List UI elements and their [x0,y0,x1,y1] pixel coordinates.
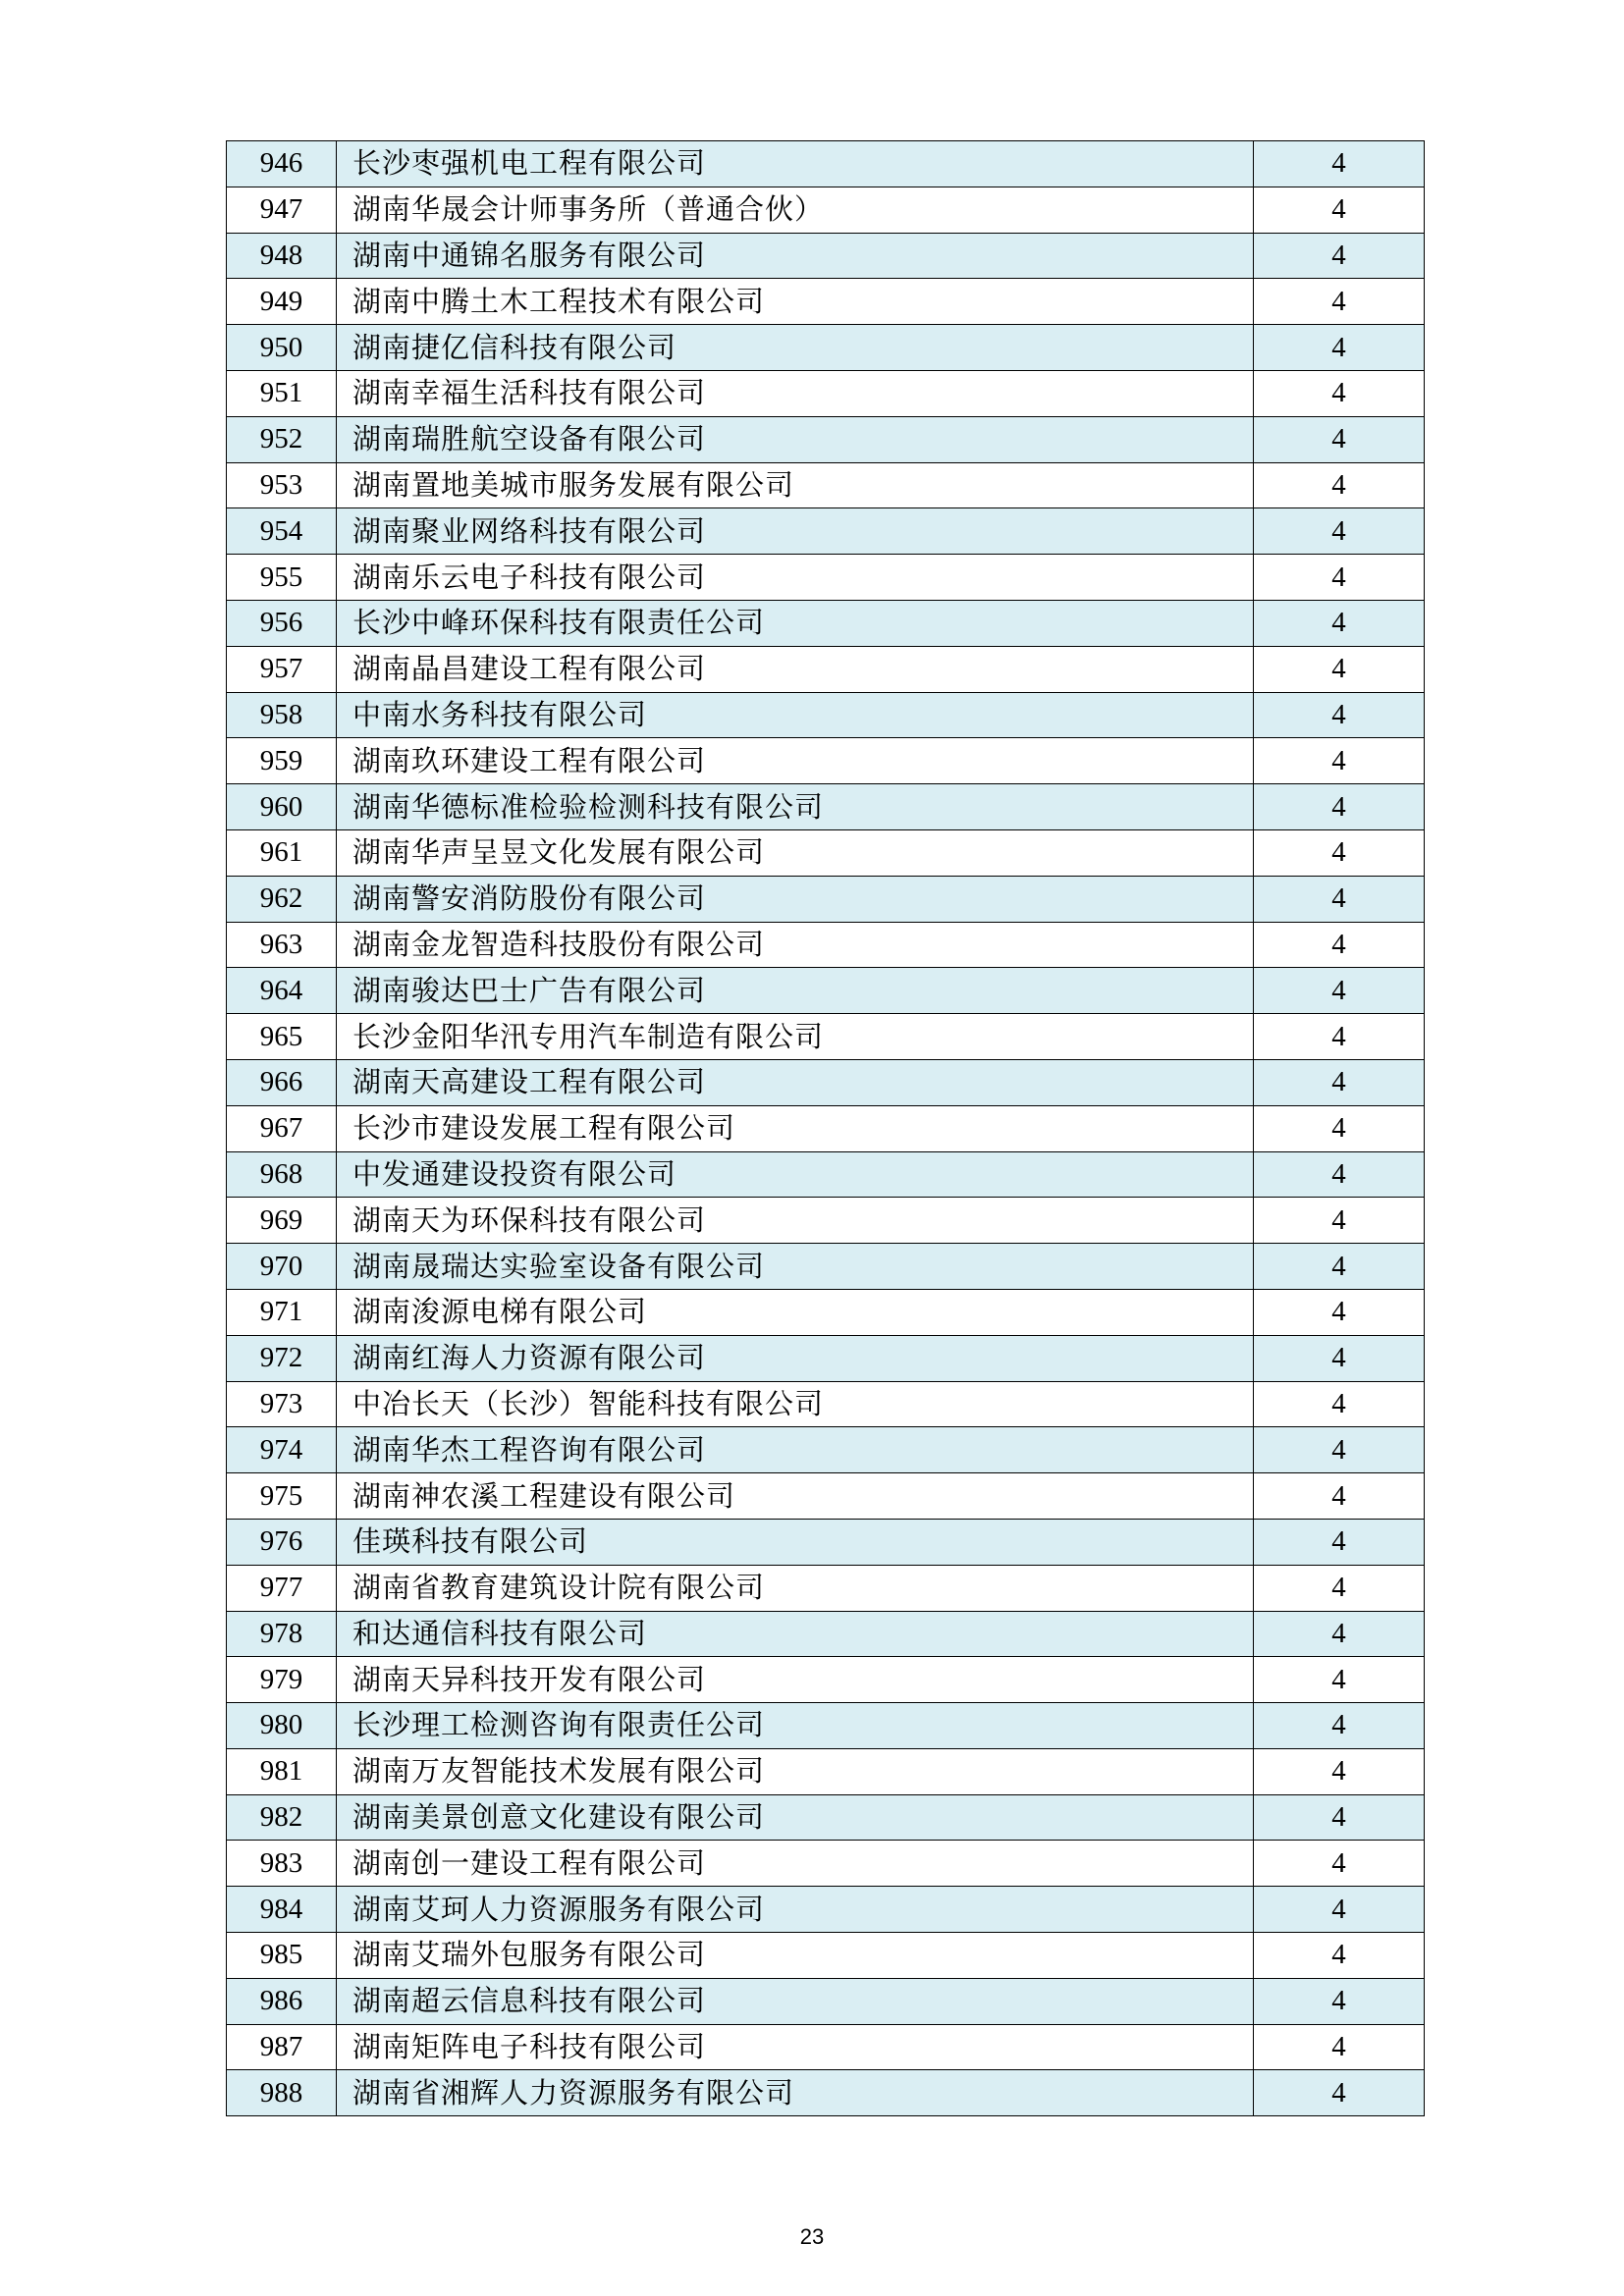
row-number: 947 [227,187,337,233]
company-name: 湖南中通锦名服务有限公司 [337,233,1254,279]
row-number: 977 [227,1565,337,1611]
table-row [227,555,1425,601]
company-name: 湖南省教育建筑设计院有限公司 [337,1565,1254,1611]
score-value: 4 [1254,1014,1425,1060]
score-value: 4 [1254,1703,1425,1749]
score-value: 4 [1254,1794,1425,1841]
row-number: 968 [227,1151,337,1198]
row-number: 955 [227,555,337,601]
row-number: 978 [227,1611,337,1657]
score-value: 4 [1254,1289,1425,1335]
row-number: 972 [227,1335,337,1381]
score-value: 4 [1254,2070,1425,2116]
score-value: 4 [1254,279,1425,325]
company-name: 湖南华晟会计师事务所（普通合伙） [337,187,1254,233]
row-number: 953 [227,462,337,508]
table-row [227,1841,1425,1887]
company-name: 湖南捷亿信科技有限公司 [337,325,1254,371]
row-number: 969 [227,1198,337,1244]
score-value: 4 [1254,233,1425,279]
company-name: 湖南警安消防股份有限公司 [337,876,1254,922]
company-name: 湖南晶昌建设工程有限公司 [337,646,1254,692]
company-name: 湖南瑞胜航空设备有限公司 [337,416,1254,462]
score-value: 4 [1254,1657,1425,1703]
table-row [227,1565,1425,1611]
company-name: 湖南幸福生活科技有限公司 [337,370,1254,416]
company-name: 长沙金阳华汛专用汽车制造有限公司 [337,1014,1254,1060]
row-number: 976 [227,1519,337,1565]
score-value: 4 [1254,876,1425,922]
score-value: 4 [1254,1427,1425,1473]
row-number: 981 [227,1748,337,1794]
company-name: 湖南聚业网络科技有限公司 [337,508,1254,555]
table-row [227,1473,1425,1520]
table-row [227,1933,1425,1979]
company-name: 湖南艾瑞外包服务有限公司 [337,1933,1254,1979]
score-value: 4 [1254,1244,1425,1290]
score-value: 4 [1254,738,1425,784]
row-number: 951 [227,370,337,416]
table-row [227,1427,1425,1473]
table-row [227,1151,1425,1198]
score-value: 4 [1254,1059,1425,1105]
company-name: 湖南华杰工程咨询有限公司 [337,1427,1254,1473]
table-row [227,1381,1425,1427]
table-row [227,646,1425,692]
company-name: 湖南中腾土木工程技术有限公司 [337,279,1254,325]
score-value: 4 [1254,1748,1425,1794]
table-row [227,508,1425,555]
table-row [227,1105,1425,1151]
table-row [227,279,1425,325]
row-number: 965 [227,1014,337,1060]
table-row [227,325,1425,371]
company-name: 中冶长天（长沙）智能科技有限公司 [337,1381,1254,1427]
table-row [227,738,1425,784]
score-value: 4 [1254,1887,1425,1933]
company-name: 湖南华声呈昱文化发展有限公司 [337,829,1254,876]
company-name: 湖南乐云电子科技有限公司 [337,555,1254,601]
table-row [227,233,1425,279]
row-number: 966 [227,1059,337,1105]
row-number: 957 [227,646,337,692]
score-value: 4 [1254,1198,1425,1244]
table-row [227,1335,1425,1381]
company-name: 佳瑛科技有限公司 [337,1519,1254,1565]
row-number: 958 [227,692,337,738]
score-value: 4 [1254,1933,1425,1979]
table-row [227,141,1425,187]
row-number: 949 [227,279,337,325]
score-value: 4 [1254,784,1425,830]
table-body [227,141,1425,2116]
company-list-table [226,140,1425,2116]
company-name: 湖南神农溪工程建设有限公司 [337,1473,1254,1520]
row-number: 980 [227,1703,337,1749]
table-row [227,187,1425,233]
row-number: 948 [227,233,337,279]
company-name: 湖南天高建设工程有限公司 [337,1059,1254,1105]
score-value: 4 [1254,1565,1425,1611]
company-name: 湖南超云信息科技有限公司 [337,1978,1254,2024]
score-value: 4 [1254,922,1425,968]
score-value: 4 [1254,555,1425,601]
score-value: 4 [1254,1473,1425,1520]
score-value: 4 [1254,1105,1425,1151]
row-number: 979 [227,1657,337,1703]
score-value: 4 [1254,1151,1425,1198]
table-row [227,416,1425,462]
row-number: 985 [227,1933,337,1979]
company-name: 湖南天异科技开发有限公司 [337,1657,1254,1703]
company-name: 湖南矩阵电子科技有限公司 [337,2024,1254,2070]
table-row [227,1198,1425,1244]
score-value: 4 [1254,141,1425,187]
company-name: 长沙理工检测咨询有限责任公司 [337,1703,1254,1749]
table-row [227,1244,1425,1290]
row-number: 975 [227,1473,337,1520]
company-name: 和达通信科技有限公司 [337,1611,1254,1657]
row-number: 960 [227,784,337,830]
table-row [227,829,1425,876]
row-number: 967 [227,1105,337,1151]
row-number: 988 [227,2070,337,2116]
row-number: 964 [227,968,337,1014]
table-row [227,968,1425,1014]
score-value: 4 [1254,1611,1425,1657]
row-number: 961 [227,829,337,876]
company-name: 湖南创一建设工程有限公司 [337,1841,1254,1887]
score-value: 4 [1254,416,1425,462]
company-name: 湖南玖环建设工程有限公司 [337,738,1254,784]
row-number: 970 [227,1244,337,1290]
row-number: 974 [227,1427,337,1473]
row-number: 962 [227,876,337,922]
row-number: 950 [227,325,337,371]
table-row [227,1519,1425,1565]
row-number: 971 [227,1289,337,1335]
score-value: 4 [1254,829,1425,876]
row-number: 954 [227,508,337,555]
row-number: 984 [227,1887,337,1933]
table-row [227,692,1425,738]
score-value: 4 [1254,600,1425,646]
row-number: 983 [227,1841,337,1887]
company-name: 长沙中峰环保科技有限责任公司 [337,600,1254,646]
score-value: 4 [1254,692,1425,738]
table-row [227,1059,1425,1105]
table-row [227,1289,1425,1335]
table-row [227,1611,1425,1657]
score-value: 4 [1254,370,1425,416]
company-name: 长沙市建设发展工程有限公司 [337,1105,1254,1151]
score-value: 4 [1254,646,1425,692]
score-value: 4 [1254,1519,1425,1565]
table-row [227,1703,1425,1749]
company-name: 湖南万友智能技术发展有限公司 [337,1748,1254,1794]
company-name: 湖南艾珂人力资源服务有限公司 [337,1887,1254,1933]
row-number: 987 [227,2024,337,2070]
table-row [227,1794,1425,1841]
table-row [227,784,1425,830]
score-value: 4 [1254,462,1425,508]
company-name: 湖南晟瑞达实验室设备有限公司 [337,1244,1254,1290]
company-name: 湖南骏达巴士广告有限公司 [337,968,1254,1014]
table-row [227,1887,1425,1933]
company-name: 湖南天为环保科技有限公司 [337,1198,1254,1244]
row-number: 952 [227,416,337,462]
company-name: 湖南华德标准检验检测科技有限公司 [337,784,1254,830]
score-value: 4 [1254,325,1425,371]
table-row [227,1014,1425,1060]
table-row [227,462,1425,508]
row-number: 963 [227,922,337,968]
table-row [227,1657,1425,1703]
score-value: 4 [1254,1335,1425,1381]
score-value: 4 [1254,968,1425,1014]
row-number: 982 [227,1794,337,1841]
table-row [227,922,1425,968]
row-number: 986 [227,1978,337,2024]
company-name: 湖南美景创意文化建设有限公司 [337,1794,1254,1841]
score-value: 4 [1254,187,1425,233]
company-name: 湖南红海人力资源有限公司 [337,1335,1254,1381]
row-number: 956 [227,600,337,646]
company-name: 中南水务科技有限公司 [337,692,1254,738]
company-name: 湖南金龙智造科技股份有限公司 [337,922,1254,968]
company-name: 中发通建设投资有限公司 [337,1151,1254,1198]
score-value: 4 [1254,1381,1425,1427]
score-value: 4 [1254,508,1425,555]
company-name: 湖南省湘辉人力资源服务有限公司 [337,2070,1254,2116]
table-row [227,2070,1425,2116]
score-value: 4 [1254,2024,1425,2070]
table-row [227,2024,1425,2070]
table-row [227,876,1425,922]
table-row [227,370,1425,416]
table-row [227,600,1425,646]
row-number: 946 [227,141,337,187]
company-name: 湖南置地美城市服务发展有限公司 [337,462,1254,508]
score-value: 4 [1254,1841,1425,1887]
company-name: 长沙枣强机电工程有限公司 [337,141,1254,187]
company-name: 湖南浚源电梯有限公司 [337,1289,1254,1335]
table-row [227,1748,1425,1794]
row-number: 973 [227,1381,337,1427]
score-value: 4 [1254,1978,1425,2024]
table-row [227,1978,1425,2024]
page-number: 23 [799,2224,825,2249]
row-number: 959 [227,738,337,784]
